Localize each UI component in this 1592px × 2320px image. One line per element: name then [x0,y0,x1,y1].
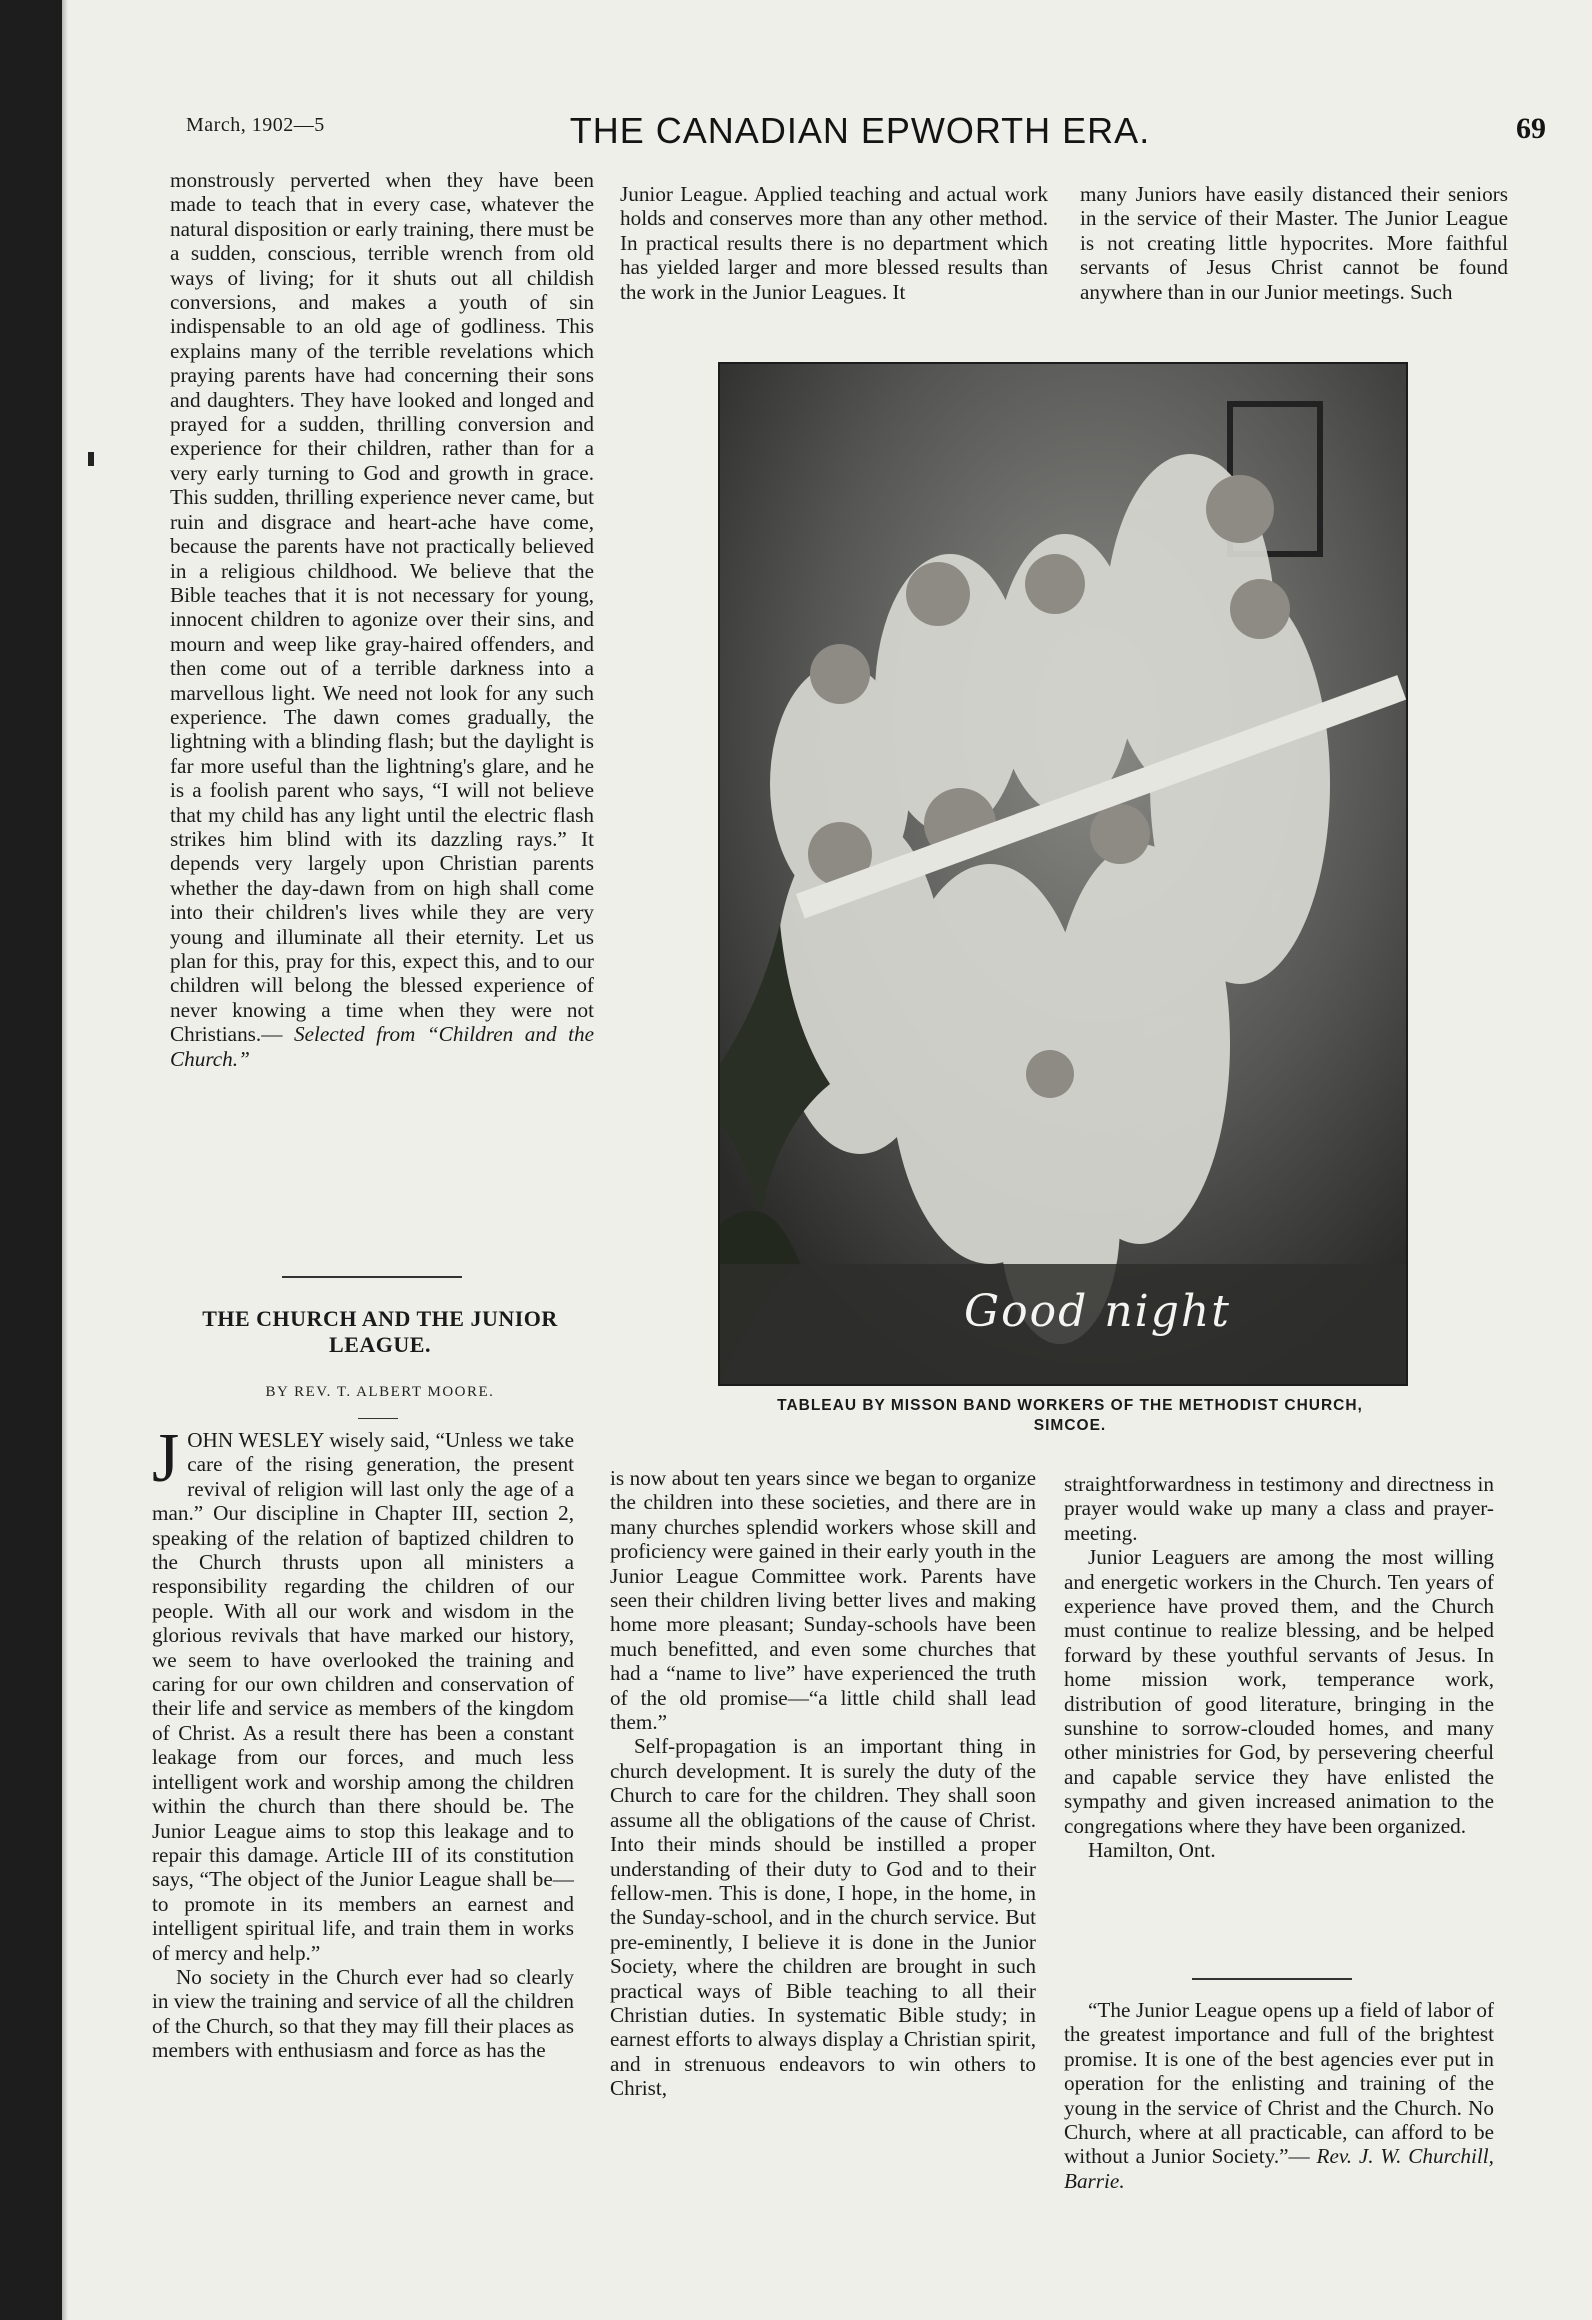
article-paragraph-3: is now about ten years since we began to organize the children into these societies, and there are in many churches splendid workers whose skill and proficiency were gained in their early youth in the Junior League Committee work. Parents have seen their children living better lives and making home more pleasant; Sunday-schools have been much benefitted, and even some churches that had a “name to live” have experienced the truth of the old promise—“a little child shall lead them.” [610,1466,1036,1735]
article-paragraph-4: Self-propagation is an important thing in church development. It is surely the duty of the Church to care for the children. They shall soon assume all the obligations of the cause of Christ. Into their minds should be instilled a proper understanding of their duty to God and to their fellow-men. This is done, I hope, in the home, in the Sunday-school, and in the church service. But pre-eminently, I believe it is done in the Junior Society, where the children are brought in such practical ways of Bible teaching to all their Christian duties. In systematic Bible study; in earnest efforts to always display a Christian spirit, and in strenuous endeavors to win others to Christ, [610,1734,1036,2101]
article-column-1 [152,1420,574,2063]
quote-text: “The Junior League opens up a field of labor of the greatest importance and full of the brightest promise. It is one of the best agencies ever put in operation for the enlisting and training of the young in the service of Christ and the Church. No Church, where at all practicable, can afford to be without a Junior Society.”— [1064,1998,1494,2169]
column-3-top-paragraph: many Juniors have easily distanced their seniors in the service of their Master. The Junior League is not creating little hypocrites. More faithful servants of Jesus Christ cannot be found anywhere than in our Junior meetings. Such [1080,182,1508,304]
column-1-continued-text [170,168,594,1071]
article-title: THE CHURCH AND THE JUNIOR LEAGUE. [202,1306,558,1357]
margin-mark [88,452,94,466]
page-gutter-shadow [62,0,68,2320]
photograph-illustration [720,364,1406,1384]
page-number: 69 [1516,112,1546,145]
byline-rule [358,1418,398,1419]
photo-caption: TABLEAU BY MISSON BAND WORKERS OF THE METHODIST CHURCH, SIMCOE. [777,1397,1363,1434]
section-divider [282,1276,462,1278]
article-paragraph-6: Junior Leaguers are among the most willing and energetic workers in the Church. Ten years of experience have proved them, and the Church must continue to realize blessing, and be helped forward by these youthful servants of Jesus. In home mission work, temperance work, distribution of good literature, bringing in the sunshine to sorrow-clouded homes, and many other ministries for God, by persevering cheerful and capable service they have enlisted the sympathy and given increased animation to the congregations where they have been organized. [1064,1545,1494,1838]
quote-divider [1192,1978,1352,1980]
magazine-title: THE CANADIAN EPWORTH ERA. [569,110,1151,151]
column-2-top-paragraph: Junior League. Applied teaching and actual work holds and conserves more than any other method. In practical results there is no department which has yielded larger and more blessed results than the work in the Junior Leagues. It [620,182,1048,304]
article-place: Hamilton, Ont. [1088,1838,1216,1863]
column-3-top-text [1080,182,1508,304]
handwritten-inscription: Good night [964,1286,1231,1337]
article-byline: BY REV. T. ALBERT MOORE. [265,1384,495,1400]
book-spine [0,0,62,2320]
running-header [128,110,1592,160]
drop-cap-letter: J [152,1420,180,1497]
article-paragraph-1: OHN WESLEY wisely said, “Unless we take care of the rising generation, the present revival of religion will last only the age of a man.” Our discipline in Chapter III, section 2, speaking of the relation of baptized children to the Church thrusts upon all ministers a responsibility regarding the children of our people. With all our work and wisdom in the glorious revivals that have marked our history, we seem to have overlooked the training and caring for our own children and conservation of their life and service as members of the kingdom of Christ. As a result there has been a constant leakage from our forces, and much less intelligent work and worship among the children within the church than there should be. The Junior League aims to stop this leakage and to repair this damage. Article III of its constitution says, “The object of the Junior League shall be—to promote in its members an earnest and intelligent spiritual life, and train them in works of mercy and help.” [152,1428,574,1965]
article-column-3 [1064,1472,1494,1863]
source-citation: Selected from “Children and the Church.” [170,1022,594,1071]
pull-quote [1064,1998,1494,2193]
quote-attribution: Rev. J. W. Churchill, Barrie. [1064,2144,1494,2193]
issue-date: March, 1902—5 [186,114,325,136]
continued-paragraph: monstrously perverted when they have been made to teach that in every case, whatever the natural disposition or early training, there must be a sudden, conscious, terrible wrench from old ways of living; for it shuts out all childish conversions, and makes a youth of sin indispensable to an old age of godliness. This explains many of the terrible revelations which praying parents have had concerning their sons and daughters. They have looked and longed and prayed for a sudden, thrilling conversion and experience for their children, rather than for a very early turning to God and growth in grace. This sudden, thrilling experience never came, but ruin and disgrace and heart-ache have come, because the parents have not practically believed in a religious childhood. We believe that the Bible teaches that it is not necessary for young, innocent children to agonize over their sins, and mourn and weep like gray-haired offenders, and then come out of a terrible darkness into a marvellous light. We need not look for any such experience. The dawn comes gradually, the lightning with a blinding flash; but the daylight is far more useful than the lightning's glare, and he is a foolish parent who says, “I will not believe that my child has any light until the electric flash strikes him blind with its dazzling rays.” It depends very largely upon Christian parents whether the day-dawn from on high shall come into their children's lives while they are very young and illuminate all their eternity. Let us plan for this, pray for this, expect this, and to our children will belong the blessed experience of never knowing a time when they were not Christians.— [170,168,594,1047]
article-paragraph-5: straightforwardness in testimony and directness in prayer would wake up many a class and prayer-meeting. [1064,1472,1494,1545]
tableau-photograph [718,362,1408,1386]
column-2-top-text [620,182,1048,304]
article-paragraph-2: No society in the Church ever had so clearly in view the training and service of all the children of the Church, so that they may fill their places as members with enthusiasm and force as has the [152,1964,574,2063]
article-column-2 [610,1466,1036,2101]
